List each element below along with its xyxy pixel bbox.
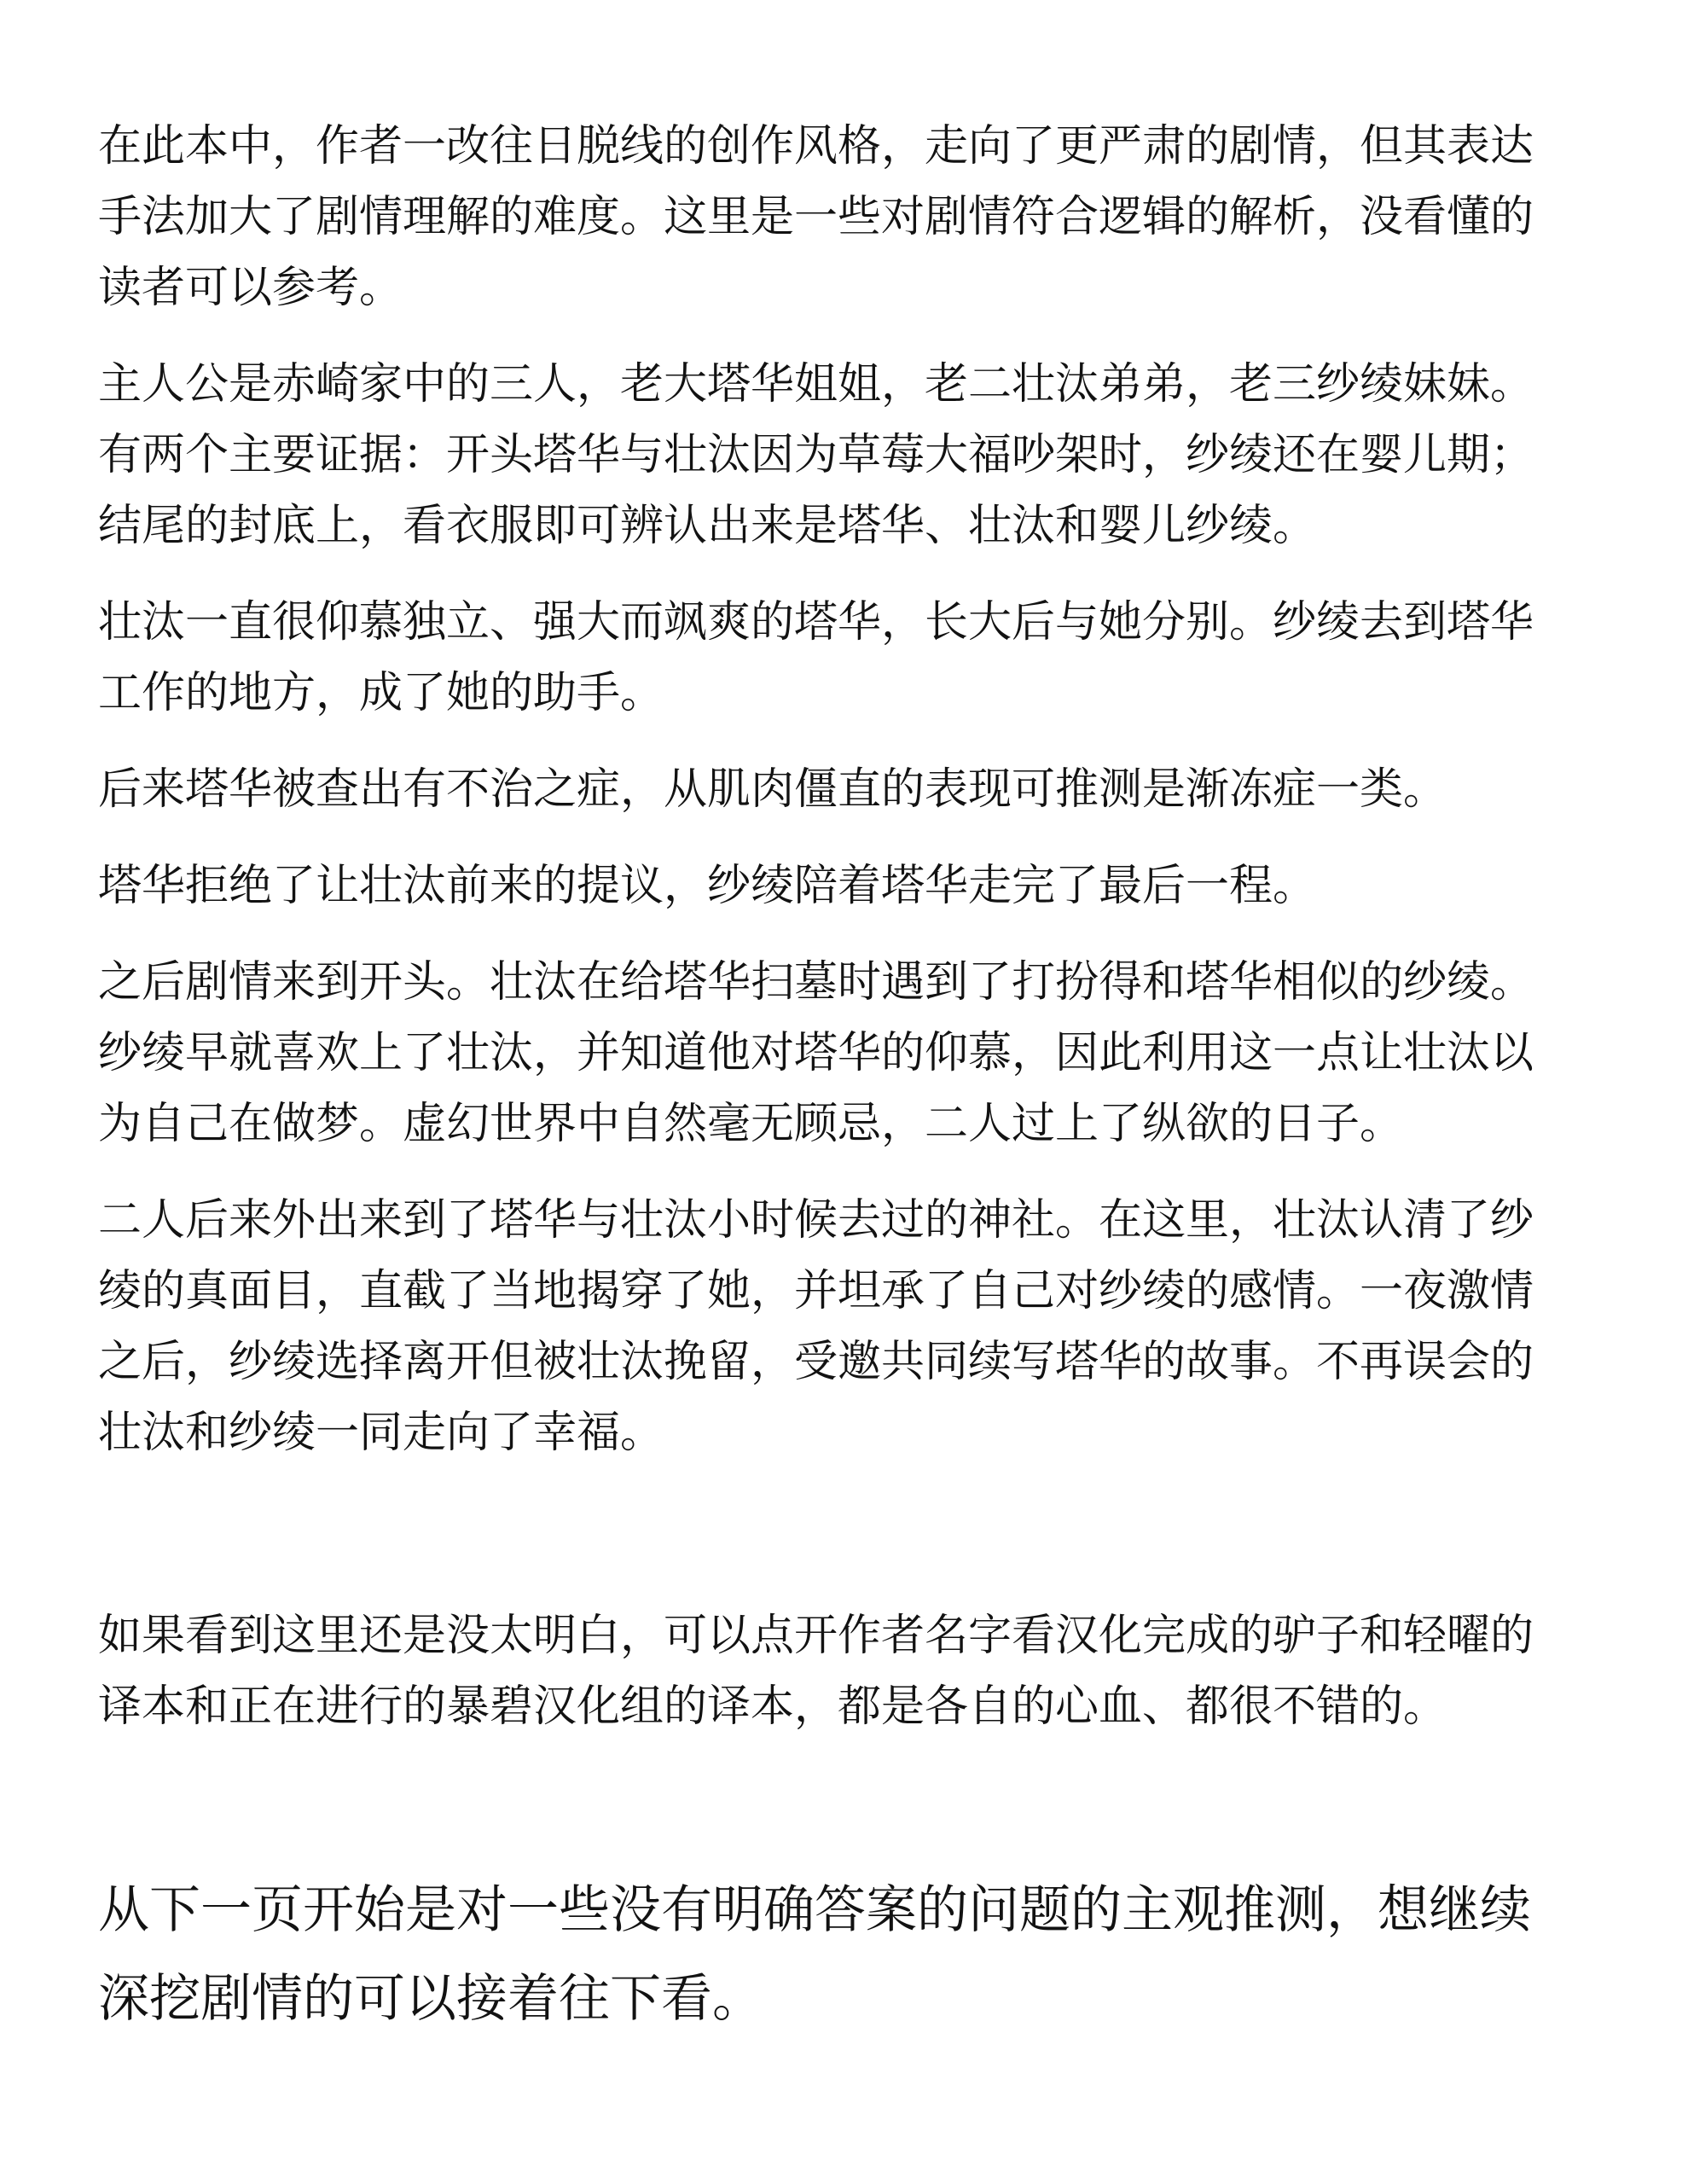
paragraph-characters: 主人公是赤崎家中的三人，老大塔华姐姐，老二壮汰弟弟，老三纱绫妹妹。有两个主要证据：开头塔华与壮汰因为草莓大福吵架时，纱绫还在婴儿期；结尾的封底上，看衣服即可辨认出来是塔华、壮汰和婴儿纱绫。 (98, 359, 1534, 551)
spacer (98, 1494, 1565, 1600)
paragraph-last-journey: 塔华拒绝了让壮汰前来的提议，纱绫陪着塔华走完了最后一程。 (98, 861, 1317, 911)
paragraph-illness: 后来塔华被查出有不治之症，从肌肉僵直的表现可推测是渐冻症一类。 (98, 764, 1447, 815)
document-page (98, 111, 1565, 2043)
paragraph-note: 如果看到这里还是没太明白，可以点开作者名字看汉化完成的驴子和轻曜的译本和正在进行的暴碧汉化组的译本，都是各自的心血、都很不错的。 (98, 1611, 1534, 1732)
paragraph-closing: 从下一页开始是对一些没有明确答案的问题的主观推测，想继续深挖剧情的可以接着往下看。 (98, 1880, 1531, 2029)
paragraph-admiration: 壮汰一直很仰慕独立、强大而飒爽的塔华，长大后与她分别。纱绫去到塔华工作的地方，成了她的助手。 (98, 597, 1534, 718)
spacer (98, 1768, 1565, 1866)
paragraph-intro: 在此本中，作者一改往日脱线的创作风格，走向了更严肃的剧情，但其表达手法加大了剧情理解的难度。这里是一些对剧情符合逻辑的解析，没看懂的读者可以参考。 (98, 121, 1534, 313)
paragraph-dream: 之后剧情来到开头。壮汰在给塔华扫墓时遇到了打扮得和塔华相似的纱绫。纱绫早就喜欢上了壮汰，并知道他对塔华的仰慕，因此利用这一点让壮汰以为自己在做梦。虚幻世界中自然毫无顾忌，二人过上了纵欲的日子。 (98, 957, 1534, 1149)
paragraph-shrine: 二人后来外出来到了塔华与壮汰小时候去过的神社。在这里，壮汰认清了纱绫的真面目，直截了当地揭穿了她，并坦承了自己对纱绫的感情。一夜激情之后，纱绫选择离开但被壮汰挽留，受邀共同续写塔华的故事。不再误会的壮汰和纱绫一同走向了幸福。 (98, 1195, 1534, 1458)
